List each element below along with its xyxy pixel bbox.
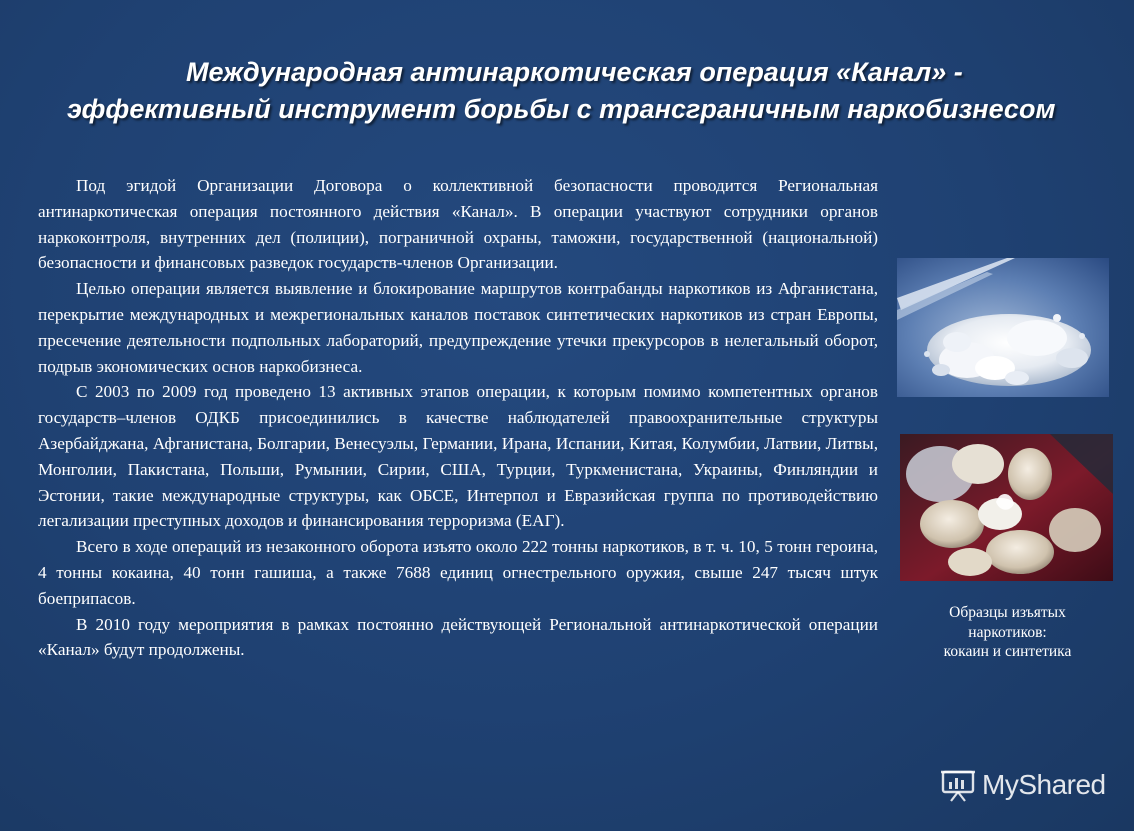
- caption-line-1: Образцы изъятых: [949, 604, 1066, 621]
- title-line-1: Международная антинаркотическая операция «Канал» -: [186, 57, 963, 87]
- watermark-text: MyShared: [982, 769, 1106, 800]
- paragraph-results: Всего в ходе операций из незаконного оборота изъято около 222 тонны наркотиков, в т. ч. 10, 5 тонн героина, 4 тонны кокаина, 40 тонн гашиша, а также 7688 единиц огнестрельного оружия, свыше 247 тысяч штук боеприпасов.: [38, 537, 878, 608]
- paragraph-future: В 2010 году мероприятия в рамках постоянно действующей Региональной антинаркотической операции «Канал» будут продолжены.: [38, 614, 878, 660]
- paragraph-goals: Целью операции является выявление и блокирование маршрутов контрабанды наркотиков из Афганистана, перекрытие международных и межрегиональных каналов поставок синтетических наркотиков из стран Европы, пресечение деятельности подпольных лабораторий, предупреждение утечки прекурсоров в нелегальный оборот, подрыв экономических основ наркобизнеса.: [38, 279, 878, 376]
- caption-line-3: кокаин и синтетика: [943, 643, 1072, 660]
- presentation-board-icon: [940, 767, 976, 803]
- slide-title: [40, 54, 1100, 128]
- paragraph-stages: С 2003 по 2009 год проведено 13 активных этапов операции, к которым помимо компетентных органов государств–членов ОДКБ присоединились в качестве наблюдателей правоохранительные структуры Азербайджана, Афганистана, Болгарии, Венесуэлы, Германии, Ирана, Испании, Китая, Колумбии, Латвии, Литвы, Монголии, Пакистана, Польши, Румынии, Сирии, США, Турции, Туркменистана, Украины, Финляндии и Эстонии, такие международные структуры, как ОБСЕ, Интерпол и Евразийская группа по противодействию легализации преступных доходов и финансирования терроризма (ЕАГ).: [38, 382, 878, 531]
- caption-line-2: наркотиков:: [968, 623, 1047, 641]
- paragraph-intro: Под эгидой Организации Договора о коллективной безопасности проводится Региональная антинаркотическая операция постоянного действия «Канал». В операции участвуют сотрудники органов наркоконтроля, внутренних дел (полиции), пограничной охраны, таможни, государственной (национальной) безопасности и финансовых разведок государств-членов Организации.: [38, 176, 878, 273]
- powder-photo: [897, 258, 1109, 397]
- myshared-watermark: [940, 765, 1106, 805]
- photo-caption: [900, 603, 1115, 662]
- body-text: [38, 173, 878, 663]
- seized-bags-photo: [900, 434, 1113, 581]
- title-line-2: эффективный инструмент борьбы с трансграничным наркобизнесом: [67, 94, 1056, 124]
